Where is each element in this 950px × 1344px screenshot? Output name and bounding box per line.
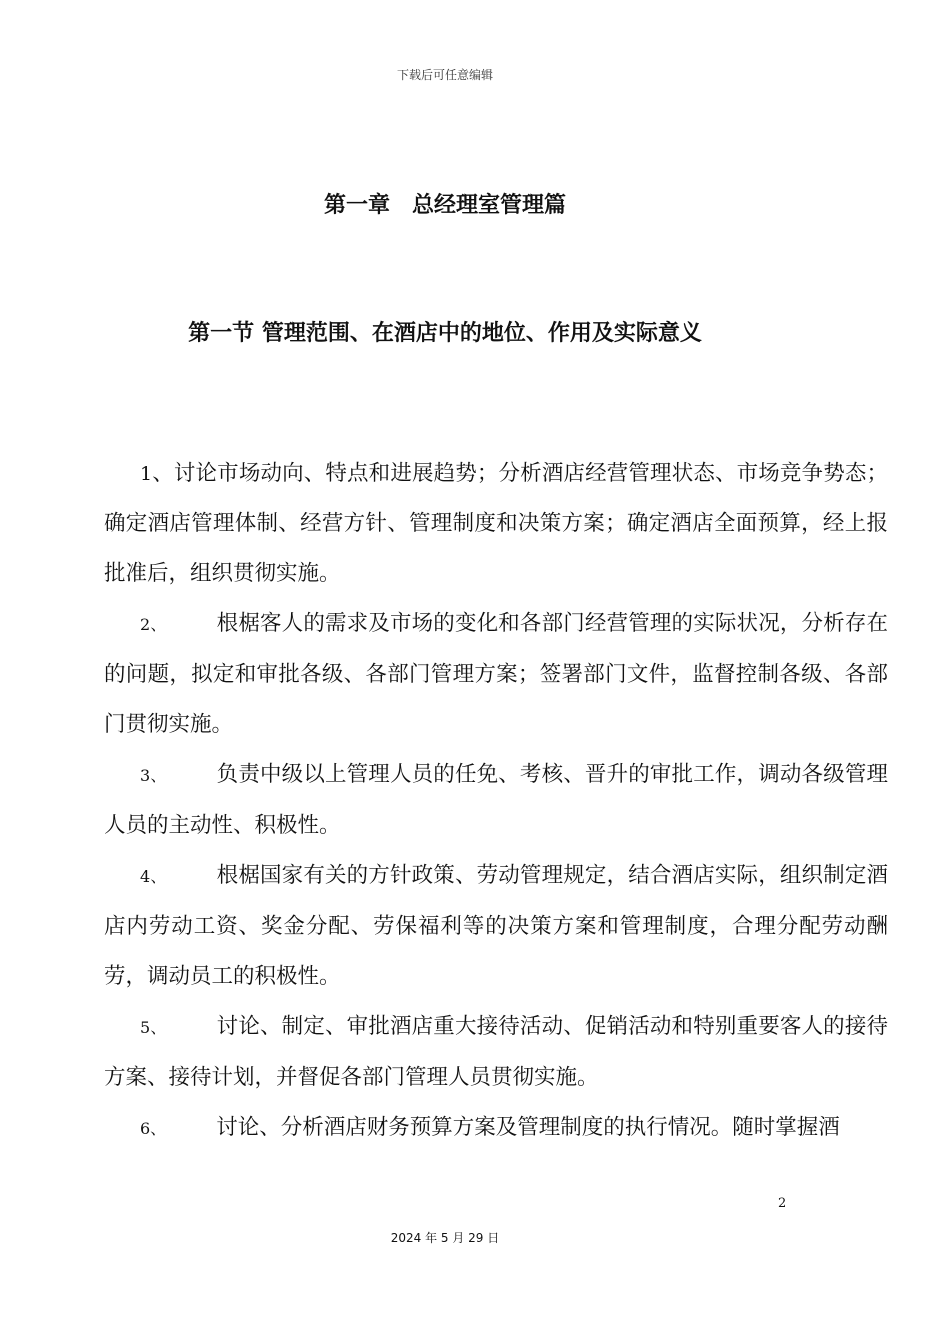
paragraph-2 (104, 599, 888, 750)
paragraph-text: 讨论、制定、审批酒店重大接待活动、促销活动和特别重要客人的接待方案、接待计划，并督促各部门管理人员贯彻实施。 (104, 1014, 888, 1090)
paragraph-number: 1 (140, 463, 153, 485)
paragraph-number: 6、 (140, 1119, 167, 1138)
paragraph-text: 负责中级以上管理人员的任免、考核、晋升的审批工作，调动各级管理人员的主动性、积极性。 (104, 762, 888, 838)
paragraph-number: 3、 (140, 766, 167, 785)
paragraph-number: 5、 (140, 1018, 167, 1037)
page-number: 2 (778, 1196, 787, 1211)
paragraph-5 (104, 1002, 888, 1103)
paragraph-text: 讨论市场动向、特点和进展趋势；分析酒店经营管理状态、市场竞争势态；确定酒店管理体制、经营方针、管理制度和决策方案；确定酒店全面预算，经上报批准后，组织贯彻实施。 (104, 461, 888, 586)
paragraph-text: 根椐客人的需求及市场的变化和各部门经营管理的实际状况，分析存在的问题，拟定和审批各级、各部门管理方案；签署部门文件，监督控制各级、各部门贯彻实施。 (104, 611, 888, 737)
section-title: 第一节 管理范围、在酒店中的地位、作用及实际意义 (188, 321, 702, 346)
paragraph-number: 2、 (140, 615, 167, 634)
paragraph-4 (104, 851, 888, 1002)
paragraph-text: 讨论、分析酒店财务预算方案及管理制度的执行情况。随时掌握酒 (216, 1115, 840, 1140)
paragraph-text: 根椐国家有关的方针政策、劳动管理规定，结合酒店实际，组织制定酒店内劳动工资、奖金分配、劳保福利等的决策方案和管理制度，合理分配劳动酬劳，调动员工的积极性。 (104, 863, 888, 989)
paragraph-3 (104, 750, 888, 851)
body-text (104, 449, 888, 1154)
paragraph-number-mark: 、 (152, 461, 174, 486)
paragraph-1 (104, 449, 888, 599)
header-note: 下载后可任意编辑 (396, 68, 493, 82)
chapter-title: 第一章 总经理室管理篇 (323, 193, 566, 218)
footer-date: 2024 年 5 月 29 日 (390, 1231, 500, 1245)
paragraph-number: 4、 (140, 867, 167, 886)
paragraph-6 (104, 1103, 888, 1154)
